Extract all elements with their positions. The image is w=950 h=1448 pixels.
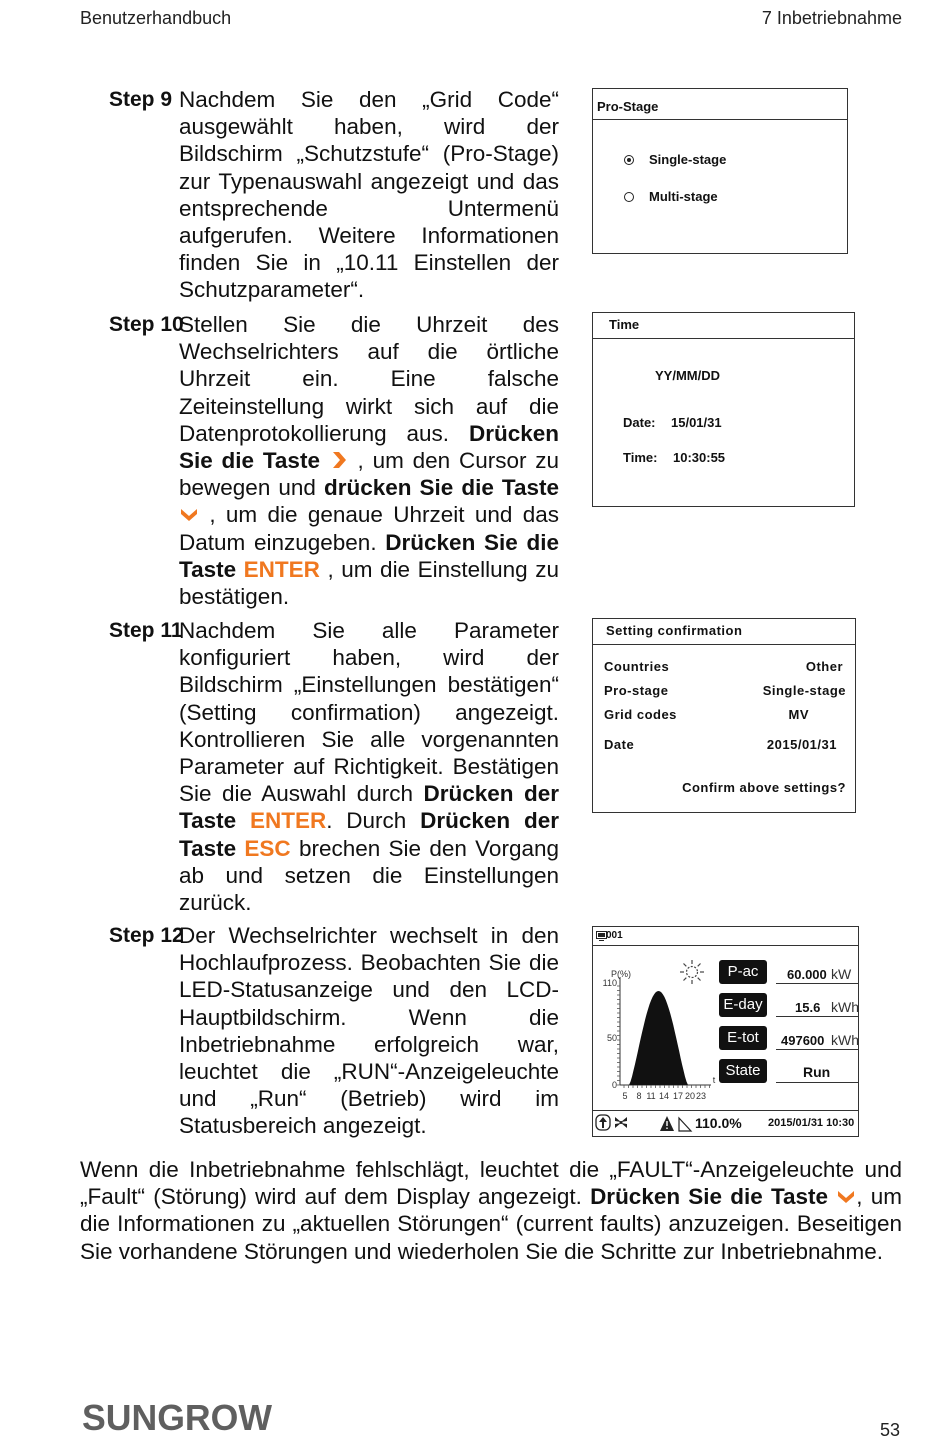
x-tick-label: 17	[672, 1091, 684, 1101]
pro-stage-label: Pro-stage	[604, 683, 669, 698]
right-arrow-key-icon	[329, 450, 349, 470]
e-day-button[interactable]: E-day	[719, 993, 767, 1017]
p-ac-underline	[776, 983, 858, 984]
state-button[interactable]: State	[719, 1059, 767, 1083]
header-left: Benutzerhandbuch	[80, 8, 232, 28]
bold-text: drücken Sie die Taste	[323, 475, 560, 501]
step-12-label: Step 12	[109, 924, 184, 947]
grid-codes-value: MV	[788, 707, 809, 722]
text-run: Nachdem Sie den „Grid Code“ ausgewählt haben, wird der Bildschirm „Schutzstufe“ (Pro-Stage) zur Typenauswahl angezeigt und das entsprechende Untermenü aufgerufen. Weitere Informationen finden Sie in „10.11 Einstellen der Schutzparameter“.	[179, 87, 559, 303]
text-run	[320, 448, 329, 473]
text-run: Wenn die Inbetriebnahme fehlschlägt, leuchtet die „FAULT“-Anzeigeleuchte und „Fault“ (Störung) wird auf dem Display angezeigt.	[80, 1157, 902, 1210]
date-value[interactable]: 15/01/31	[671, 415, 722, 430]
date-format: YY/MM/DD	[655, 368, 720, 383]
confirm-screen	[592, 618, 856, 813]
text-run	[236, 808, 250, 833]
status-datetime: 2015/01/31 10:30	[768, 1117, 855, 1129]
down-arrow-key-icon	[179, 504, 199, 524]
prostage-screen	[592, 88, 848, 254]
power-percent: 110.0%	[695, 1115, 742, 1131]
text-run	[236, 557, 244, 582]
time-title: Time	[609, 317, 640, 332]
countries-label: Countries	[604, 659, 670, 674]
step-10-label: Step 10	[109, 313, 184, 336]
text-run: Der Wechselrichter wechselt in den Hochlaufprozess. Beobachten Sie die LED-Statusanzeige und den LCD-Hauptbildschirm. Wenn die Inbetriebnahme erfolgreich war, leuchtet die „RUN“-Anzeigeleuchte und „Run“ (Betrieb) wird im Statusbereich angezeigt.	[179, 923, 559, 1139]
key-name-text: ENTER	[249, 808, 327, 834]
text-run: , um die Einstellung zu bestätigen.	[179, 556, 559, 610]
text-run: , um die Informationen zu „aktuellen Störungen“ (current faults) anzuzeigen. Beseitigen Sie vorhandene Störungen und wiederholen Sie die Schritte zur Inbetriebnahme.	[80, 1184, 902, 1264]
down-arrow-key-icon	[836, 1186, 856, 1206]
sungrow-logo	[82, 1400, 274, 1436]
bold-text: Drücken der Taste	[179, 808, 559, 861]
page-number: 53	[880, 1420, 901, 1440]
x-tick-label: 20	[684, 1091, 696, 1101]
device-id: 001	[606, 930, 623, 941]
date-label: Date:	[623, 415, 656, 430]
e-tot-button[interactable]: E-tot	[719, 1026, 767, 1050]
confirm-title: Setting confirmation	[606, 623, 743, 638]
bold-text: Drücken Sie die Taste	[179, 420, 559, 474]
fault-paragraph	[80, 1156, 902, 1265]
step-10-text	[179, 311, 559, 610]
bold-text: Drücken Sie die Taste	[590, 1184, 829, 1210]
axis-label: P(%)	[611, 969, 631, 979]
e-day-value: 15.6	[795, 1000, 821, 1015]
y-tick-label: 0	[611, 1080, 617, 1090]
step-12-text	[179, 922, 559, 1140]
bold-text: Drücken Sie die Taste	[179, 529, 559, 582]
multi-stage-radio[interactable]	[624, 192, 634, 202]
time-value[interactable]: 10:30:55	[673, 450, 726, 465]
y-tick-label: 50	[606, 1033, 617, 1043]
step-9-text	[179, 86, 559, 304]
x-tick-label: 5	[622, 1091, 628, 1101]
p-ac-unit: kW	[831, 966, 852, 982]
status-icons-left	[595, 1113, 631, 1133]
key-name-text: ENTER	[243, 556, 320, 582]
e-tot-unit: kWh	[831, 1032, 859, 1048]
state-value: Run	[803, 1064, 831, 1080]
x-axis-end-label: t	[712, 1075, 716, 1085]
svg-text:SUNGROW: SUNGROW	[82, 1400, 273, 1436]
main-screen	[592, 926, 859, 1137]
p-ac-button[interactable]: P-ac	[719, 960, 767, 984]
grid-codes-label: Grid codes	[604, 707, 677, 722]
x-tick-label: 23	[695, 1091, 707, 1101]
warning-icon	[659, 1115, 693, 1133]
sun-icon	[679, 959, 705, 985]
e-day-unit: kWh	[831, 999, 859, 1015]
single-stage-radio[interactable]	[624, 155, 634, 165]
key-name-text: ESC	[244, 835, 291, 861]
step-11-text	[179, 617, 559, 916]
date-row-label: Date	[604, 737, 635, 752]
e-tot-underline	[776, 1049, 858, 1050]
power-curve-area	[629, 991, 688, 1085]
e-tot-value: 497600	[781, 1033, 825, 1048]
date-row-value: 2015/01/31	[766, 737, 837, 752]
e-day-underline	[776, 1016, 858, 1017]
step-11-label: Step 11	[109, 619, 183, 642]
y-tick-label: 110	[602, 978, 617, 988]
multi-stage-label: Multi-stage	[649, 189, 718, 204]
text-run: Nachdem Sie alle Parameter konfiguriert haben, wird der Bildschirm „Einstellungen bestätigen“ (Setting confirmation) angezeigt. Kontrollieren Sie alle vorgenannten Parameter auf Richtigkeit. Bestätigen Sie die Auswahl durch	[179, 618, 559, 807]
time-label: Time:	[623, 450, 658, 465]
x-tick-label: 14	[658, 1091, 670, 1101]
text-run: , um die genaue Uhrzeit und das Datum einzugeben.	[179, 502, 559, 555]
text-run	[828, 1184, 836, 1209]
text-run: , um den Cursor zu bewegen und	[179, 448, 560, 501]
x-tick-label: 11	[646, 1091, 656, 1101]
text-run: . Durch	[326, 808, 421, 834]
countries-value: Other	[805, 659, 843, 674]
p-ac-value: 60.000	[787, 967, 827, 982]
single-stage-label: Single-stage	[649, 152, 727, 167]
pro-stage-value: Single-stage	[762, 683, 846, 698]
bold-text: Drücken der Taste	[179, 781, 559, 834]
step-9-label: Step 9	[109, 88, 173, 111]
text-run: brechen Sie den Vorgang ab und setzen die Einstellungen zurück.	[179, 835, 559, 916]
confirm-question: Confirm above settings?	[682, 780, 846, 795]
prostage-title: Pro-Stage	[597, 99, 659, 114]
x-tick-label: 8	[636, 1091, 642, 1101]
header-right: 7 Inbetriebnahme	[761, 8, 902, 28]
time-screen	[592, 312, 855, 507]
state-underline	[776, 1082, 858, 1083]
text-run: Stellen Sie die Uhrzeit des Wechselrichters auf die örtliche Uhrzeit ein. Eine falsche Zeiteinstellung wirkt sich auf die Datenprotokollierung aus.	[179, 312, 559, 446]
